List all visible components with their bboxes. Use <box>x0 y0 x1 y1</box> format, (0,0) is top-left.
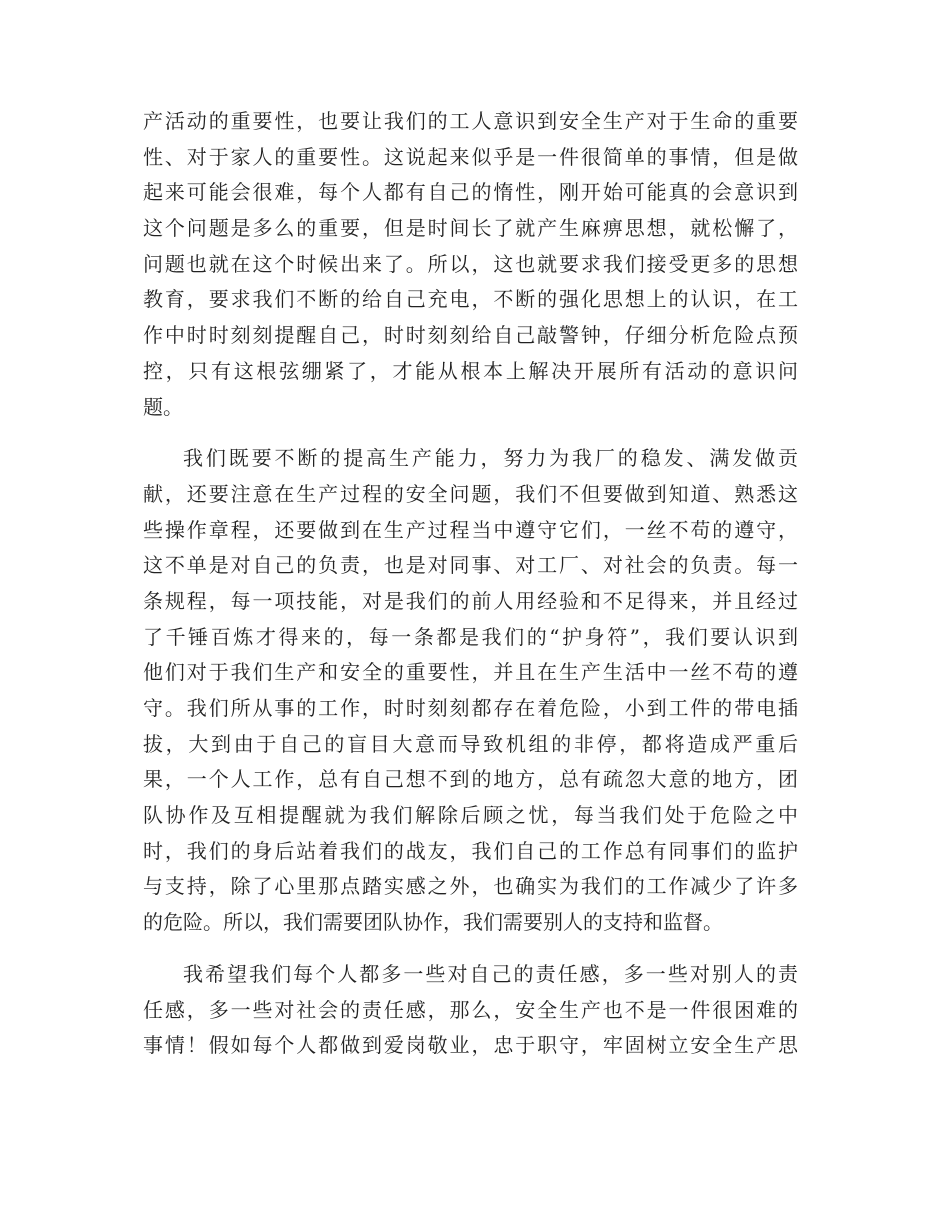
paragraph-spacer <box>143 941 798 957</box>
text-line: 的危险。所以，我们需要团队协作，我们需要别人的支持和监督。 <box>143 910 723 935</box>
text-line: 教育，要求我们不断的给自己充电，不断的强化思想上的认识，在工 <box>143 287 798 312</box>
text-line: 任感，多一些对社会的责任感，那么，安全生产也不是一件很困难的 <box>143 997 798 1022</box>
text-line: 性、对于家人的重要性。这说起来似乎是一件很简单的事情，但是做 <box>143 144 798 169</box>
paragraph-spacer <box>143 425 798 441</box>
text-line: 条规程，每一项技能，对是我们的前人用经验和不足得来，并且经过 <box>143 588 798 613</box>
paragraph-2 <box>143 441 798 941</box>
text-line: 队协作及互相提醒就为我们解除后顾之忧，每当我们处于危险之中 <box>143 803 798 828</box>
text-line: 起来可能会很难，每个人都有自己的惰性，刚开始可能真的会意识到 <box>143 180 798 205</box>
text-line: 控，只有这根弦绷紧了，才能从根本上解决开展所有活动的意识问 <box>143 358 798 383</box>
text-line: 果，一个人工作，总有自己想不到的地方，总有疏忽大意的地方，团 <box>143 767 798 792</box>
text-line: 些操作章程，还要做到在生产过程当中遵守它们，一丝不苟的遵守， <box>143 517 798 542</box>
document-body <box>143 104 798 1064</box>
text-line: 与支持，除了心里那点踏实感之外，也确实为我们的工作减少了许多 <box>143 874 798 899</box>
text-line: 了千锤百炼才得来的，每一条都是我们的“护身符”，我们要认识到 <box>143 624 798 649</box>
text-line: 产活动的重要性，也要让我们的工人意识到安全生产对于生命的重要 <box>143 109 798 133</box>
text-line: 这个问题是多么的重要，但是时间长了就产生麻痹思想，就松懈了， <box>143 216 798 241</box>
text-line: 题。 <box>143 394 183 419</box>
text-line: 我们既要不断的提高生产能力，努力为我厂的稳发、满发做贡 <box>183 446 798 471</box>
text-line: 时，我们的身后站着我们的战友，我们自己的工作总有同事们的监护 <box>143 838 798 863</box>
text-line: 事情！假如每个人都做到爱岗敬业，忠于职守，牢固树立安全生产思 <box>143 1033 798 1058</box>
text-line: 作中时时刻刻提醒自己，时时刻刻给自己敲警钟，仔细分析危险点预 <box>143 323 798 348</box>
text-line: 问题也就在这个时候出来了。所以，这也就要求我们接受更多的思想 <box>143 251 798 276</box>
text-line: 拔，大到由于自己的盲目大意而导致机组的非停，都将造成严重后 <box>143 731 798 756</box>
text-line: 献，还要注意在生产过程的安全问题，我们不但要做到知道、熟悉这 <box>143 481 798 506</box>
paragraph-3 <box>143 957 798 1064</box>
text-line: 这不单是对自己的负责，也是对同事、对工厂、对社会的负责。每一 <box>143 553 798 578</box>
text-line: 我希望我们每个人都多一些对自己的责任感，多一些对别人的责 <box>183 961 798 986</box>
text-line: 他们对于我们生产和安全的重要性，并且在生产生活中一丝不苟的遵 <box>143 660 798 685</box>
text-line: 守。我们所从事的工作，时时刻刻都存在着危险，小到工件的带电插 <box>143 696 798 720</box>
paragraph-1 <box>143 104 798 425</box>
